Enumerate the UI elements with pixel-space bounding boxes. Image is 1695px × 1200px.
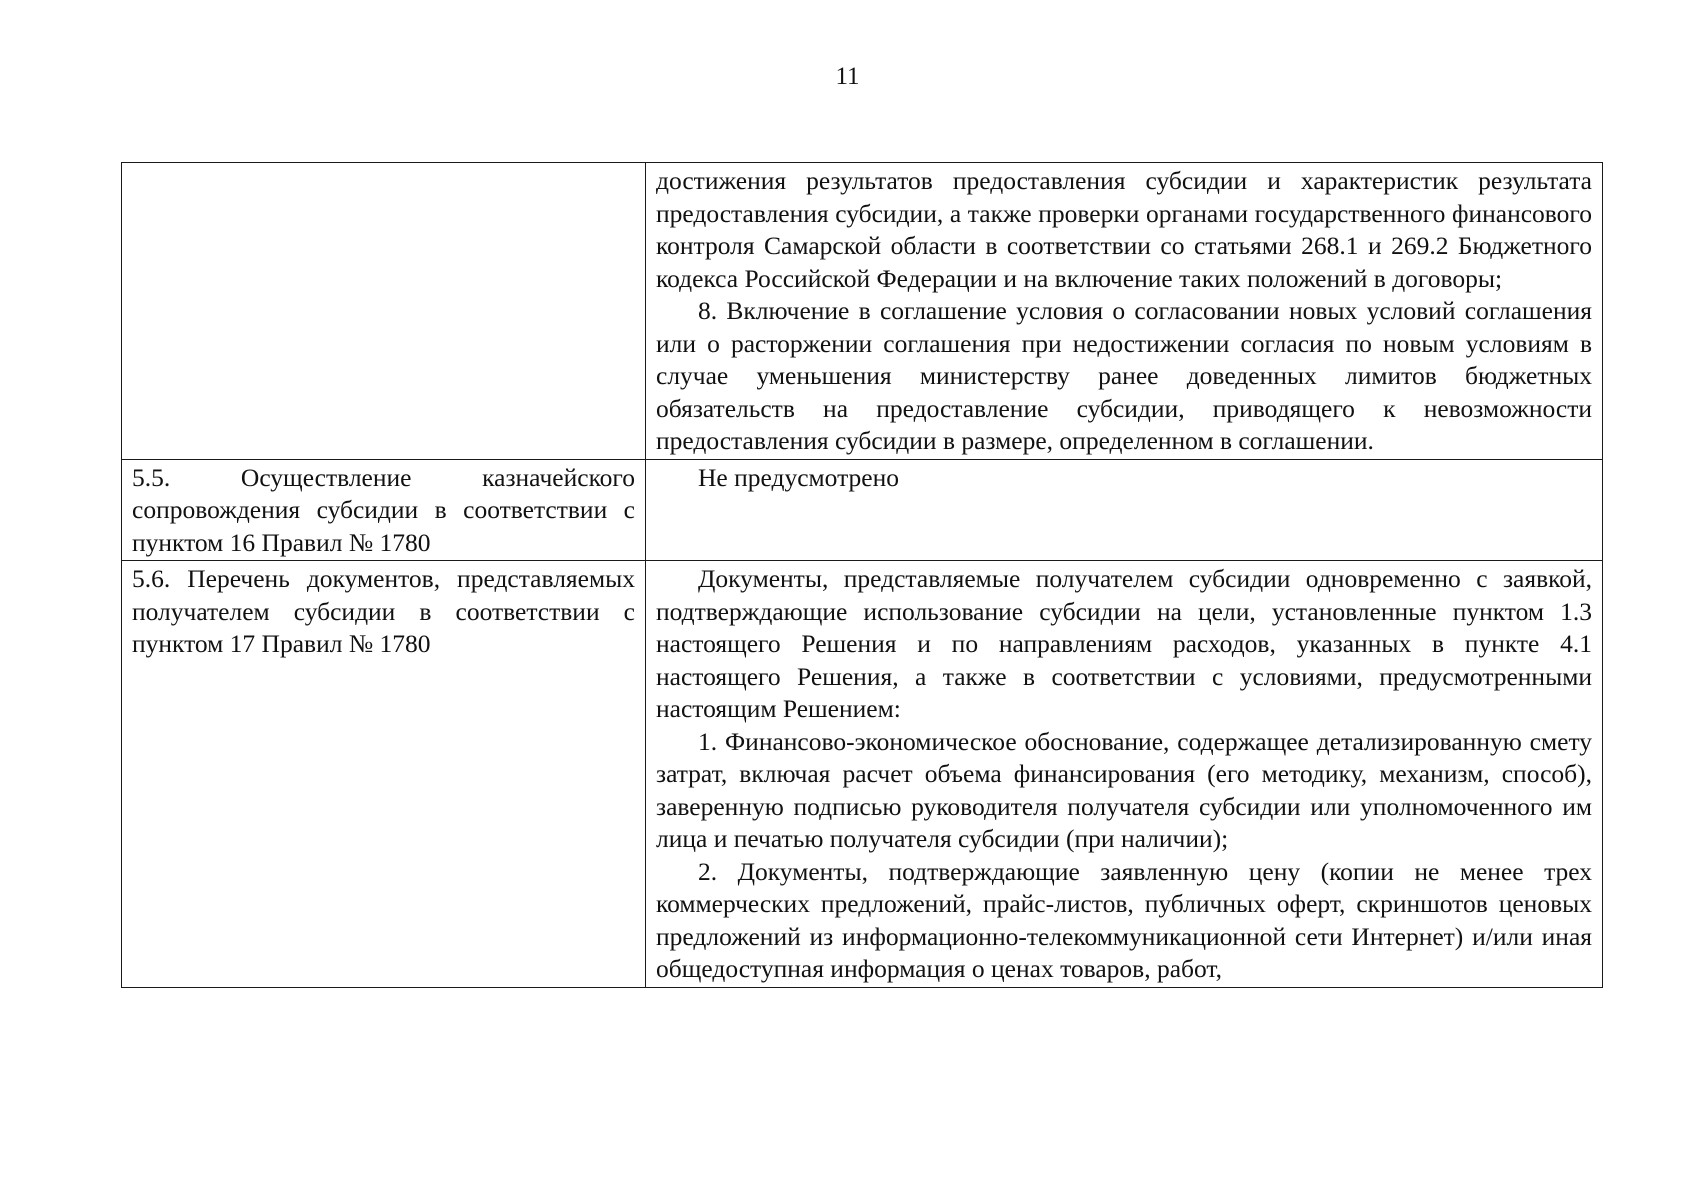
paragraph: 2. Документы, подтверждающие заявленную цену (копии не менее трех коммерческих предложений, прайс-листов, публичных оферт, скриншотов ценовых предложений из информационно-телекоммуникационной сети Интернет) и/или иная общедоступная информация о ценах товаров, работ, xyxy=(656,856,1592,983)
item-5-6-label: 5.6. Перечень документов, представляемых получателем субсидии в соответствии с пунктом 17 Правил № 1780 xyxy=(132,564,635,658)
paragraph: достижения результатов предоставления субсидии и характеристик результата предоставления субсидии, а также проверки органами государственного финансового контроля Самарской области в соответствии со статьями 268.1 и 269.2 Бюджетного кодекса Российской Федерации и на включение таких положений в договоры; xyxy=(656,166,1592,293)
row-1-left-cell xyxy=(122,163,646,460)
paragraph: 8. Включение в соглашение условия о согласовании новых условий соглашения или о расторжении соглашения при недостижении согласия по новым условиям в случае уменьшения министерству ранее доведенных лимитов бюджетных обязательств на предоставление субсидии, приводящего к невозможности предоставления субсидии в размере, определенном в соглашении. xyxy=(656,296,1592,455)
paragraph: 1. Финансово-экономическое обоснование, содержащее детализированную смету затрат, включая расчет объема финансирования (его методику, механизм, способ), заверенную подписью руководителя получателя субсидии или уполномоченного им лица и печатью получателя субсидии (при наличии); xyxy=(656,726,1592,853)
paragraph: Не предусмотрено xyxy=(698,462,899,492)
row-3-left-cell xyxy=(122,561,646,988)
paragraph: Документы, представляемые получателем субсидии одновременно с заявкой, подтверждающие использование субсидии на цели, установленные пунктом 1.3 настоящего Решения и по направлениям расходов, указанных в пункте 4.1 настоящего Решения, а также в соответствии с условиями, предусмотренными настоящим Решением: xyxy=(656,564,1592,723)
row-3-right-cell xyxy=(646,561,1603,988)
row-2-right-cell xyxy=(646,459,1603,561)
item-5-5-label: 5.5. Осуществление казначейского сопровождения субсидии в соответствии с пунктом 16 Правил № 1780 xyxy=(132,462,635,557)
table-row xyxy=(122,163,1603,460)
row-1-right-cell xyxy=(646,163,1603,460)
document-table xyxy=(121,162,1603,988)
row-2-left-cell xyxy=(122,459,646,561)
page-number: 11 xyxy=(835,63,860,90)
table-row xyxy=(122,459,1603,561)
table-row xyxy=(122,561,1603,988)
